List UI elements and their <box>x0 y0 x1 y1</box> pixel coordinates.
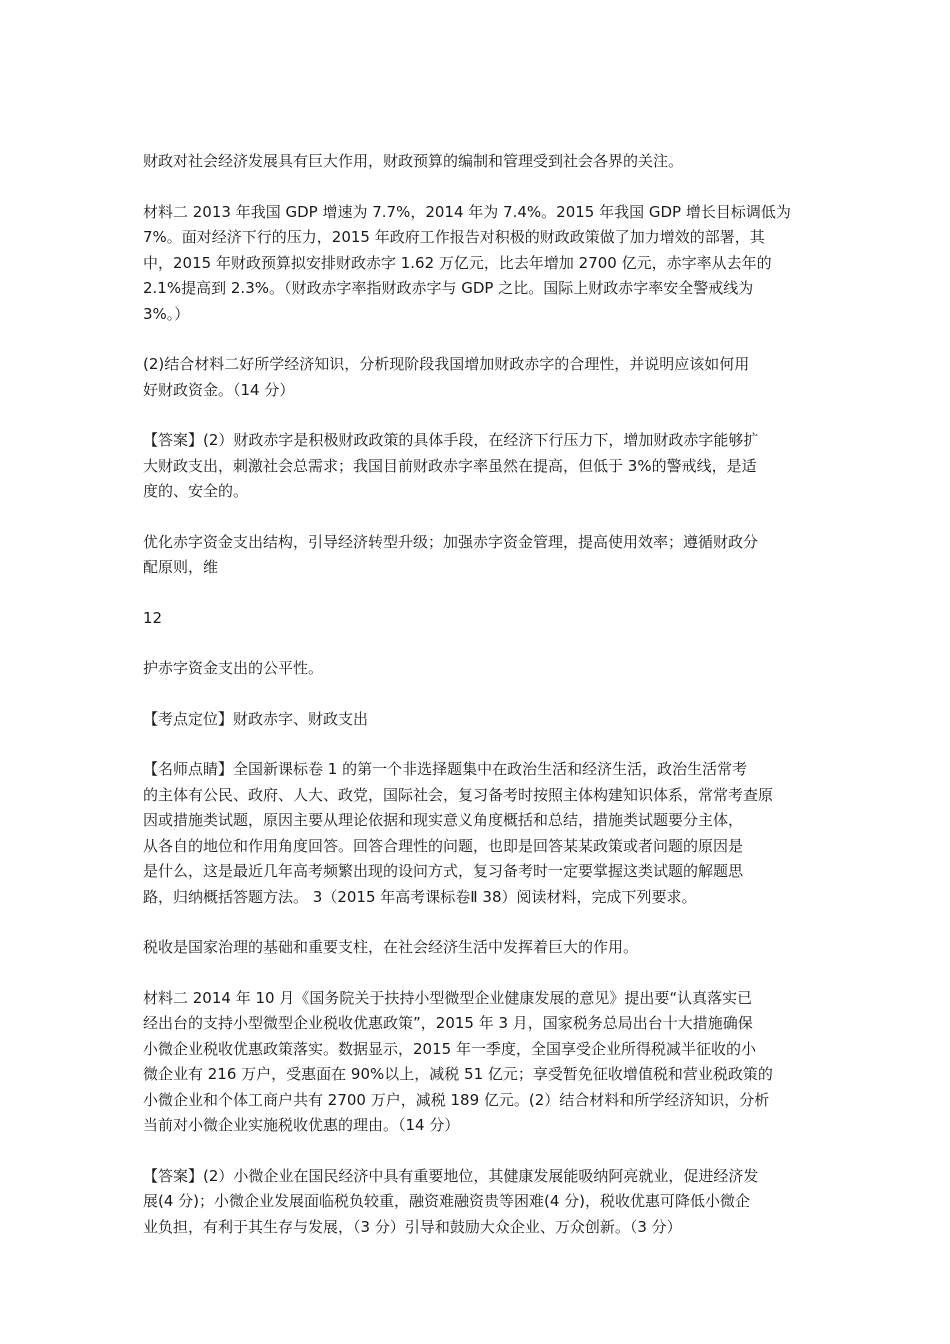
text-line: 7%。面对经济下行的压力，2015 年政府工作报告对积极的财政政策做了加力增效的部署，其 <box>143 228 765 246</box>
text-line: (2)结合材料二好所学经济知识，分析现阶段我国增加财政赤字的合理性，并说明应该如何用 <box>143 355 750 373</box>
paragraph <box>143 200 811 328</box>
paragraph <box>143 757 811 910</box>
text-line: 度的、安全的。 <box>143 482 249 500</box>
text-line: 的主体有公民、政府、人大、政党，国际社会，复习备考时按照主体构建知识体系，常常考查原 <box>143 785 774 804</box>
paragraph <box>143 352 811 403</box>
text-line: 护赤字资金支出的公平性。 <box>143 659 324 677</box>
text-line: 当前对小微企业实施税收优惠的理由。（14 分） <box>143 1116 460 1134</box>
text-line: 业负担，有利于其生存与发展，（3 分）引导和鼓励大众企业、万众创新。（3 分） <box>143 1217 682 1236</box>
text-line: 是什么，这是最近几年高考频繁出现的设问方式，复习备考时一定要掌握这类试题的解题思 <box>143 862 744 880</box>
text-line: 路，归纳概括答题方法。 3（2015 年高考课标卷Ⅱ 38）阅读材料，完成下列要求。 <box>143 887 697 906</box>
paragraph <box>143 707 811 733</box>
paragraph <box>143 606 811 632</box>
text-line: 从各自的地位和作用角度回答。回答合理性的问题，也即是回答某某政策或者问题的原因是 <box>143 836 744 855</box>
text-line: 好财政资金。（14 分） <box>143 380 295 399</box>
text-line: 3%。） <box>143 304 190 323</box>
paragraph <box>143 935 811 961</box>
text-line: 经出台的支持小型微型企业税收优惠政策”，2015 年 3 月，国家税务总局出台十大措施确保 <box>143 1014 753 1032</box>
text-line: 大财政支出，刺激社会总需求；我国目前财政赤字率虽然在提高，但低于 3%的警戒线，是适 <box>143 456 757 475</box>
text-line: 【答案】(2）财政赤字是积极财政政策的具体手段，在经济下行压力下，增加财政赤字能够扩 <box>143 431 759 449</box>
text-line: 小微企业和个体工商户共有 2700 万户，减税 189 亿元。(2）结合材料和所学经济知识，分析 <box>143 1090 770 1109</box>
text-line: 财政对社会经济发展具有巨大作用，财政预算的编制和管理受到社会各界的关注。 <box>143 152 684 170</box>
text-line: 材料二 2014 年 10 月《国务院关于扶持小型微型企业健康发展的意见》提出要“认真落实已 <box>143 988 753 1007</box>
paragraph <box>143 1164 811 1241</box>
text-line: 【答案】(2）小微企业在国民经济中具有重要地位，其健康发展能吸纳阿亮就业，促进经济发 <box>143 1166 759 1185</box>
text-line: 配原则，维 <box>143 558 219 576</box>
paragraph <box>143 656 811 682</box>
text-line: 展(4 分)；小微企业发展面临税负较重，融资难融资贵等困难(4 分)，税收优惠可降低小微企 <box>143 1192 751 1210</box>
text-line: 因或措施类试题，原因主要从理论依据和现实意义角度概括和总结，措施类试题要分主体， <box>143 811 744 829</box>
text-line: 12 <box>143 608 163 627</box>
paragraph <box>143 428 811 505</box>
paragraph <box>143 986 811 1139</box>
text-line: 【名师点睛】全国新课标卷 1 的第一个非选择题集中在政治生活和经济生活，政治生活常考 <box>143 760 748 778</box>
text-line: 【考点定位】财政赤字、财政支出 <box>143 709 369 728</box>
text-line: 2.1%提高到 2.3%。（财政赤字率指财政赤字与 GDP 之比。国际上财政赤字率安全警戒线为 <box>143 279 754 297</box>
text-line: 微企业有 216 万户，受惠面在 90%以上，减税 51 亿元；享受暂免征收增值税和营业税政策的 <box>143 1065 773 1083</box>
text-line: 小微企业税收优惠政策落实。数据显示，2015 年一季度，全国享受企业所得税减半征收的小 <box>143 1039 756 1058</box>
paragraph <box>143 530 811 581</box>
paragraph <box>143 149 811 175</box>
text-line: 中，2015 年财政预算拟安排财政赤字 1.62 万亿元，比去年增加 2700 亿元，赤字率从去年的 <box>143 253 772 272</box>
text-line: 优化赤字资金支出结构，引导经济转型升级；加强赤字资金管理，提高使用效率；遵循财政分 <box>143 532 759 551</box>
document-body <box>143 149 811 1265</box>
text-line: 材料二 2013 年我国 GDP 增速为 7.7%，2014 年为 7.4%。2015 年我国 GDP 增长目标调低为 <box>143 202 791 221</box>
text-line: 税收是国家治理的基础和重要支柱，在社会经济生活中发挥着巨大的作用。 <box>143 938 639 956</box>
